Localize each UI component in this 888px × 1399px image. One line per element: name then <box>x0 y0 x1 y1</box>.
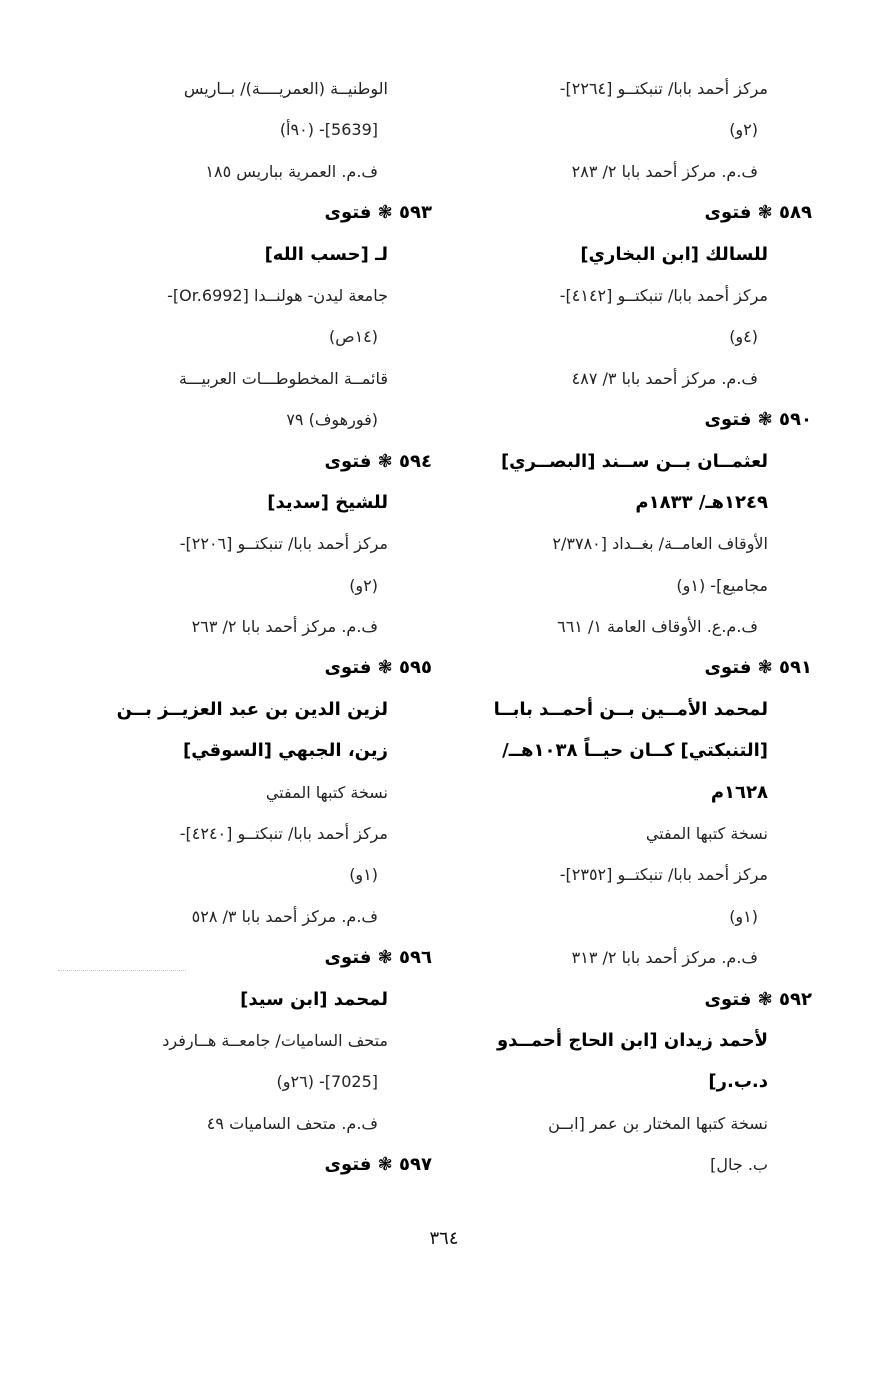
entry-heading: ٥٩٦ ❃ فتوى <box>324 947 432 969</box>
text-line: مجاميع]- (١و) <box>676 575 768 595</box>
right-column <box>458 68 812 1186</box>
text-line: ف.م. مركز أحمد بابا ٢/ ٢٦٣ <box>191 617 378 637</box>
text-line: (فورهوف) ٧٩ <box>286 410 378 430</box>
text-line: ف.م. مركز أحمد بابا ٢/ ٣١٣ <box>571 948 758 968</box>
text-line: [التنبكتي] كــان حيــاً ١٠٣٨هــ/ <box>502 740 768 762</box>
text-line: مركز أحمد بابا/ تنبكتــو [٢٣٥٢]- <box>559 865 768 885</box>
text-line: ف.م. مركز أحمد بابا ٣/ ٥٢٨ <box>191 906 378 926</box>
text-line: لعثمــان بــن ســند [البصــري] <box>500 450 768 472</box>
text-line: ف.م. مركز أحمد بابا ٣/ ٤٨٧ <box>571 368 758 388</box>
entry-heading: ٥٩٠ ❃ فتوى <box>704 409 812 431</box>
text-line: د.ب.ر] <box>708 1071 768 1093</box>
text-line: لمحمد [ابن سيد] <box>240 988 388 1010</box>
text-line: [7025]- (٢٦و) <box>276 1072 378 1092</box>
text-line: نسخة كتبها المختار بن عمر [ابــن <box>548 1113 768 1133</box>
text-line: مركز أحمد بابا/ تنبكتــو [٢٢٠٦]- <box>179 534 388 554</box>
text-line: لزين الدين بن عبد العزيــز بــن <box>116 698 388 720</box>
text-line: الأوقاف العامــة/ بغــداد [٢/٣٧٨٠ <box>552 534 768 554</box>
text-line: [5639]- (٩٠أ) <box>279 120 378 140</box>
entry-heading: ٥٩٧ ❃ فتوى <box>324 1154 432 1176</box>
text-line: (٢و) <box>349 575 378 595</box>
text-line: (١و) <box>349 865 378 885</box>
text-line: مركز أحمد بابا/ تنبكتــو [٤٢٤٠]- <box>179 824 388 844</box>
text-line: الوطنيــة (العمريــــة)/ بــاريس <box>183 79 388 98</box>
text-line: نسخة كتبها المفتي <box>265 782 388 802</box>
entry-heading: ٥٩٥ ❃ فتوى <box>324 657 432 679</box>
page-number: ٣٦٤ <box>429 1228 459 1249</box>
text-line: لأحمد زيدان [ابن الحاج أحمــدو <box>496 1029 768 1051</box>
text-line: ١٢٤٩هـ/ ١٨٣٣م <box>635 491 768 513</box>
text-line: (٢و) <box>729 120 758 140</box>
entry-heading: ٥٩١ ❃ فتوى <box>704 657 812 679</box>
text-line: للشيخ [سديد] <box>267 491 388 513</box>
text-line: مركز أحمد بابا/ تنبكتــو [٤١٤٢]- <box>559 285 768 305</box>
text-line: ف.م. العمرية بباريس ١٨٥ <box>205 161 378 181</box>
text-line: (١و) <box>729 906 758 926</box>
text-line: للسالك [ابن البخاري] <box>580 243 768 265</box>
text-line: ب. جال] <box>710 1155 768 1175</box>
text-line: قائمــة المخطوطـــات العربيـــة <box>178 368 388 388</box>
text-line: مركز أحمد بابا/ تنبكتــو [٢٢٦٤]- <box>559 79 768 98</box>
text-line: نسخة كتبها المفتي <box>645 824 768 844</box>
text-line: لـ [حسب الله] <box>264 243 388 265</box>
left-column <box>78 68 432 1186</box>
text-line: متحف الساميات/ جامعــة هــارفرد <box>162 1030 388 1050</box>
entry-heading: ٥٩٢ ❃ فتوى <box>704 988 812 1010</box>
text-line: جامعة ليدن- هولنــدا [Or.6992]- <box>167 285 388 305</box>
entry-heading: ٥٩٣ ❃ فتوى <box>324 202 432 224</box>
text-line: ف.م. متحف الساميات ٤٩ <box>206 1113 378 1133</box>
entry-heading: ٥٩٤ ❃ فتوى <box>324 450 432 472</box>
text-line: ١٦٢٨م <box>710 781 768 803</box>
text-line: زين، الجبهي [السوقي] <box>182 740 388 762</box>
text-line: (٤و) <box>729 327 758 347</box>
text-line: ف.م.ع. الأوقاف العامة ١/ ٦٦١ <box>557 617 758 637</box>
text-line: ف.م. مركز أحمد بابا ٢/ ٢٨٣ <box>571 161 758 181</box>
entry-heading: ٥٨٩ ❃ فتوى <box>704 202 812 224</box>
dotted-rule <box>58 970 186 971</box>
text-line: (١٤ص) <box>328 327 378 347</box>
text-line: لمحمد الأمــين بــن أحمــد بابــا <box>493 698 768 720</box>
